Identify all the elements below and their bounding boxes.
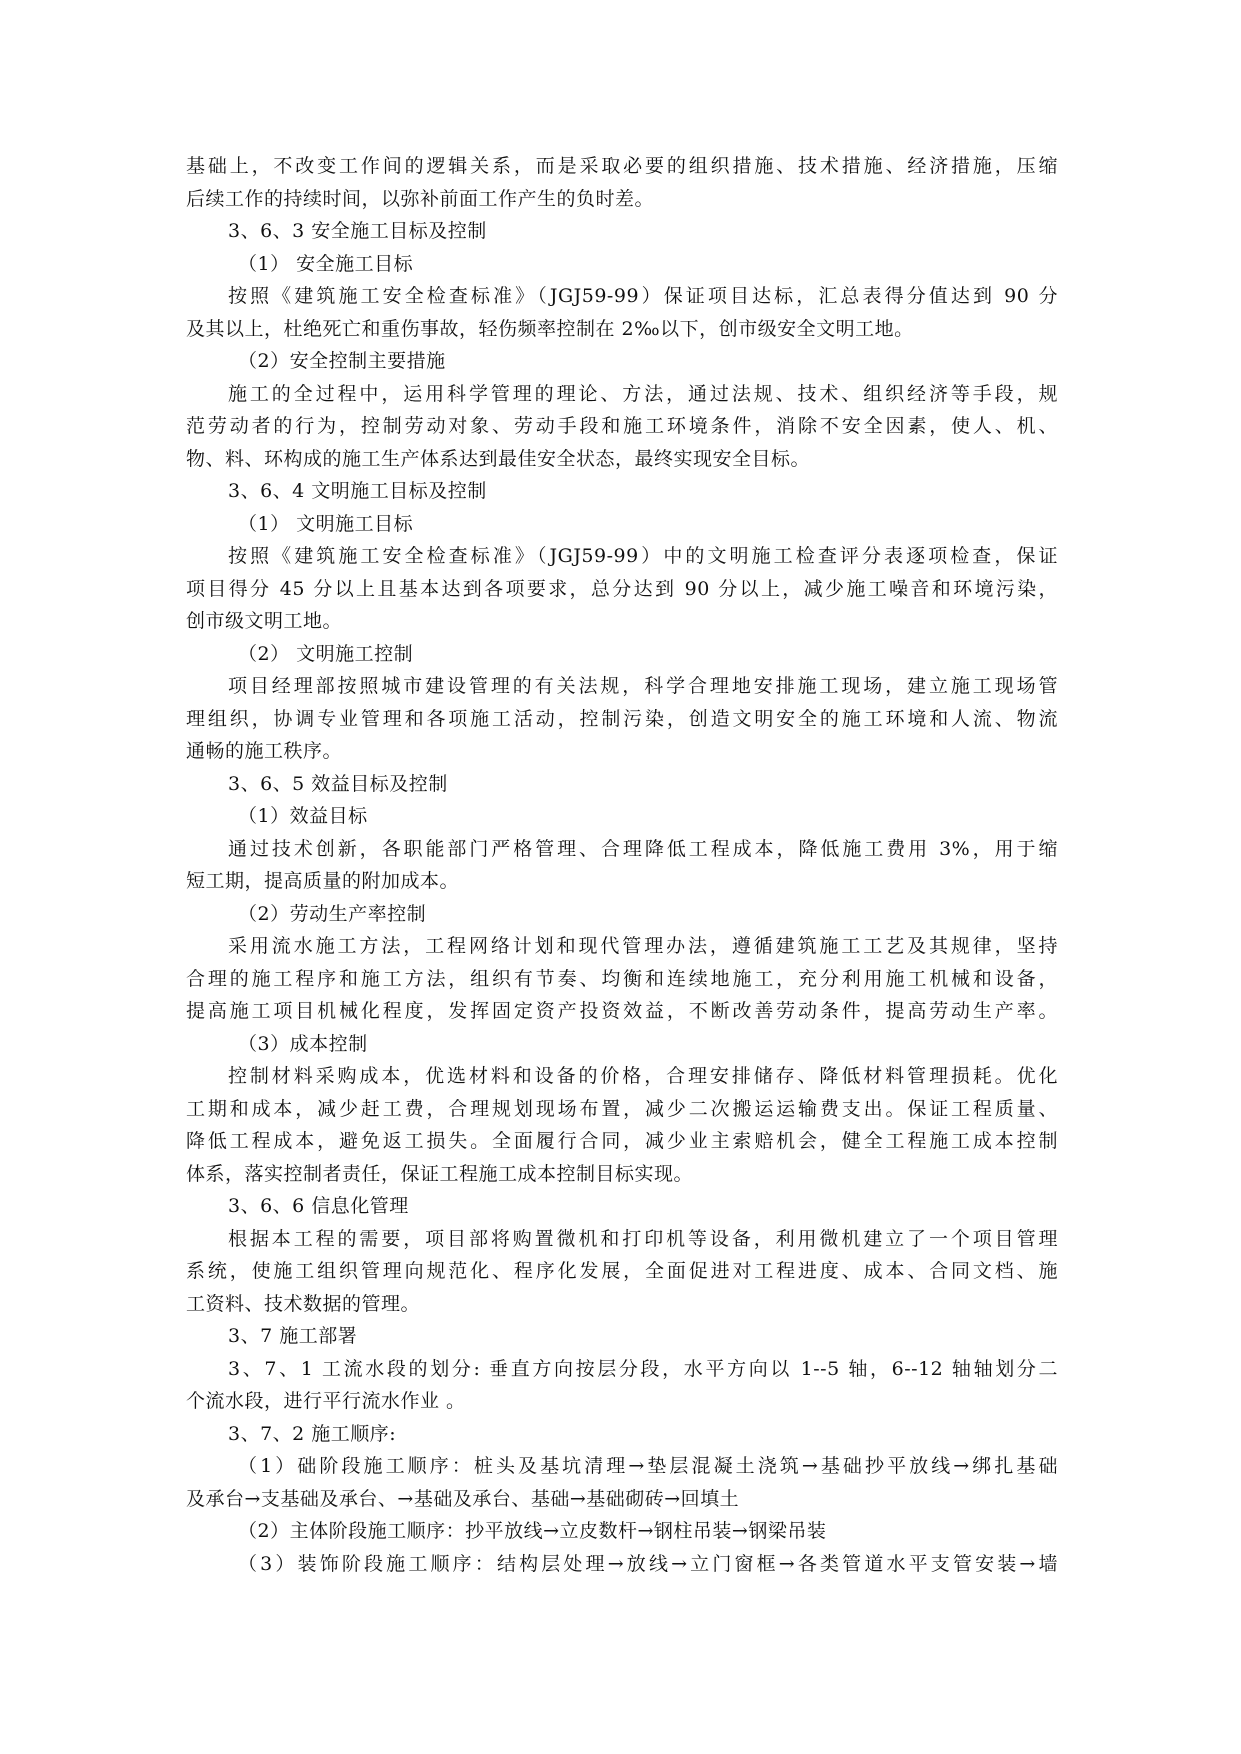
text-line: （2）主体阶段施工顺序：抄平放线→立皮数杆→钢柱吊装→钢梁吊装: [238, 1520, 827, 1542]
subsection-heading: （2）劳动生产率控制: [238, 902, 427, 925]
subsection-heading: （1）效益目标: [238, 805, 368, 827]
text-line: 个流水段，进行平行流水作业 。: [186, 1390, 466, 1412]
text-line: 施工的全过程中，运用科学管理的理论、方法，通过法规、技术、组织经济等手段，规: [228, 382, 1058, 405]
text-line: 短工期，提高质量的附加成本。: [186, 870, 460, 892]
section-heading: 3、7、2 施工顺序:: [228, 1422, 397, 1445]
text-line: 采用流水施工方法，工程网络计划和现代管理办法，遵循建筑施工工艺及其规律，坚持: [228, 935, 1058, 957]
text-line: 工资料、技术数据的管理。: [186, 1292, 421, 1315]
section-heading: 3、7 施工部署: [228, 1325, 358, 1347]
text-line: 降低工程成本，避免返工损失。全面履行合同，减少业主索赔机会，健全工程施工成本控制: [186, 1130, 1058, 1152]
text-line: 及其以上，杜绝死亡和重伤事故，轻伤频率控制在 2‰以下，创市级安全文明工地。: [186, 317, 914, 340]
text-line: （1）础阶段施工顺序：桩头及基坑清理→垫层混凝土浇筑→基础抄平放线→绑扎基础: [238, 1455, 1058, 1477]
text-line: 项目得分 45 分以上且基本达到各项要求，总分达到 90 分以上，减少施工噪音和环境污染，: [186, 577, 1058, 600]
text-line: 根据本工程的需要，项目部将购置微机和打印机等设备，利用微机建立了一个项目管理: [228, 1227, 1058, 1250]
text-line: 物、料、环构成的施工生产体系达到最佳安全状态，最终实现安全目标。: [186, 447, 811, 470]
text-line: 按照《建筑施工安全检查标准》（JGJ59-99）保证项目达标，汇总表得分值达到 90 分: [228, 285, 1058, 307]
subsection-heading: （1） 文明施工目标: [238, 512, 414, 535]
section-heading: 3、6、5 效益目标及控制: [228, 772, 448, 795]
section-heading: 3、6、4 文明施工目标及控制: [228, 480, 487, 502]
subsection-heading: （1） 安全施工目标: [238, 252, 414, 275]
text-line: 系统，使施工组织管理向规范化、程序化发展，全面促进对工程进度、成本、合同文档、施: [186, 1260, 1058, 1282]
text-line: 理组织，协调专业管理和各项施工活动，控制污染，创造文明安全的施工环境和人流、物流: [186, 707, 1058, 730]
text-line: 工期和成本，减少赶工费，合理规划现场布置，减少二次搬运运输费支出。保证工程质量、: [186, 1097, 1058, 1120]
text-line: 及承台→支基础及承台、→基础及承台、基础→基础砌砖→回填土: [186, 1487, 740, 1510]
text-line: （3）装饰阶段施工顺序：结构层处理→放线→立门窗框→各类管道水平支管安装→墙: [238, 1552, 1058, 1575]
subsection-heading: （2） 文明施工控制: [238, 642, 414, 665]
section-heading: 3、6、3 安全施工目标及控制: [228, 220, 487, 242]
text-line: 3、7、1 工流水段的划分: 垂直方向按层分段，水平方向以 1--5 轴，6--12 轴轴划分二: [228, 1357, 1058, 1380]
text-line: 基础上，不改变工作间的逻辑关系，而是采取必要的组织措施、技术措施、经济措施，压缩: [186, 155, 1058, 177]
text-line: 创市级文明工地。: [186, 610, 343, 632]
subsection-heading: （2）安全控制主要措施: [238, 350, 446, 372]
text-line: 控制材料采购成本，优选材料和设备的价格，合理安排储存、降低材料管理损耗。优化: [228, 1065, 1058, 1087]
document-body: [186, 150, 1058, 1580]
subsection-heading: （3）成本控制: [238, 1032, 368, 1055]
text-line: 提高施工项目机械化程度，发挥固定资产投资效益，不断改善劳动条件，提高劳动生产率。: [186, 1000, 1058, 1022]
text-line: 后续工作的持续时间，以弥补前面工作产生的负时差。: [186, 187, 655, 210]
text-line: 范劳动者的行为，控制劳动对象、劳动手段和施工环境条件，消除不安全因素，使人、机、: [186, 415, 1058, 437]
text-line: 项目经理部按照城市建设管理的有关法规，科学合理地安排施工现场，建立施工现场管: [228, 675, 1058, 697]
text-line: 通畅的施工秩序。: [186, 740, 343, 762]
section-heading: 3、6、6 信息化管理: [228, 1195, 409, 1217]
text-line: 通过技术创新，各职能部门严格管理、合理降低工程成本，降低施工费用 3%，用于缩: [228, 837, 1058, 860]
text-line: 体系，落实控制者责任，保证工程施工成本控制目标实现。: [186, 1162, 694, 1185]
text-line: 合理的施工程序和施工方法，组织有节奏、均衡和连续地施工，充分利用施工机械和设备，: [186, 967, 1058, 990]
text-line: 按照《建筑施工安全检查标准》（JGJ59-99）中的文明施工检查评分表逐项检查，保证: [228, 545, 1058, 567]
